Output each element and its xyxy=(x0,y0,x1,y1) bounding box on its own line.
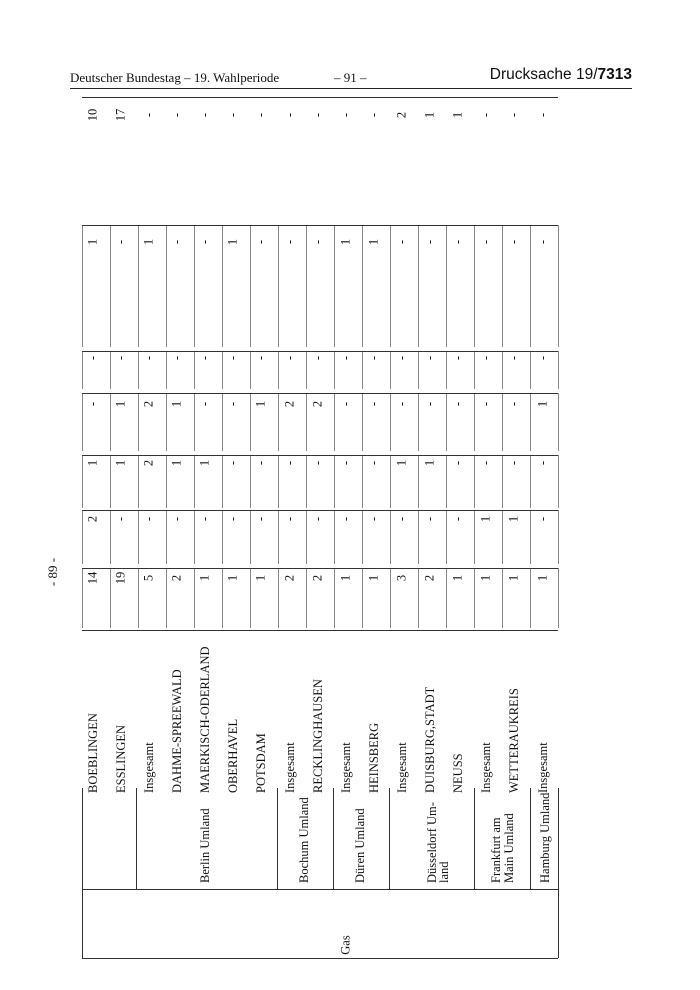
value-column-tick xyxy=(138,568,139,628)
cell-value-text: 1 xyxy=(506,574,521,582)
value-column-tick xyxy=(390,455,391,508)
value-column-tick xyxy=(418,393,419,451)
cell-value-text: 1 xyxy=(253,400,268,408)
value-column-tick xyxy=(138,510,139,564)
energy-type-label-text: Gas xyxy=(338,935,353,955)
region-label-berlin-text: Berlin Umland xyxy=(197,808,212,883)
value-column-tick xyxy=(82,351,83,389)
cell-value-text: 19 xyxy=(113,571,128,585)
value-column-tick xyxy=(250,225,251,347)
value-column-tick xyxy=(558,568,559,628)
cell-value-text: - xyxy=(366,460,381,466)
value-column-tick xyxy=(474,393,475,451)
value-column-tick xyxy=(166,351,167,389)
cell-value-text: - xyxy=(422,401,437,407)
value-column-tick xyxy=(222,568,223,628)
value-column-tick xyxy=(334,510,335,564)
cell-value-text: 1 xyxy=(478,574,493,582)
value-column-tick xyxy=(222,393,223,451)
cell-value-text: - xyxy=(535,460,550,466)
value-column-tick xyxy=(390,393,391,451)
cell-value-text: - xyxy=(225,460,240,466)
value-column-tick xyxy=(362,455,363,508)
row-label-text: ESSLINGEN xyxy=(113,724,128,793)
value-column-tick xyxy=(558,393,559,451)
value-column-tick xyxy=(558,455,559,508)
row-label-text: Insgesamt xyxy=(478,742,493,793)
value-column-tick xyxy=(530,568,531,628)
cell-value-text: 1 xyxy=(169,459,184,467)
value-column-tick xyxy=(194,510,195,564)
value-column-tick xyxy=(222,510,223,564)
value-column-tick xyxy=(362,568,363,628)
value-column-tick xyxy=(530,351,531,389)
cell-value-text: 1 xyxy=(422,459,437,467)
page-marker-text: - 89 - xyxy=(45,557,60,587)
cell-value-text: - xyxy=(197,401,212,407)
cell-value-text: 1 xyxy=(197,574,212,582)
region-label-bochum-text: Bochum Umland xyxy=(296,797,311,883)
value-column-tick xyxy=(306,393,307,451)
cell-value-text: 2 xyxy=(141,459,156,467)
cell-value-text: - xyxy=(366,401,381,407)
cell-value-text: - xyxy=(197,516,212,522)
region-label-dueren-text: Düren Umland xyxy=(352,808,367,883)
region-divider xyxy=(136,788,137,889)
cell-value-text: 3 xyxy=(394,574,409,582)
value-column-tick xyxy=(138,455,139,508)
row-label-text: Insgesamt xyxy=(535,742,550,793)
value-column-tick xyxy=(418,568,419,628)
value-column-tick xyxy=(334,455,335,508)
value-column-tick xyxy=(278,225,279,347)
cell-value-text: - xyxy=(85,401,100,407)
value-column-tick xyxy=(446,510,447,564)
value-column-tick xyxy=(390,351,391,389)
value-column-tick xyxy=(222,351,223,389)
cell-value-text: - xyxy=(253,460,268,466)
cell-value-text: - xyxy=(394,355,409,361)
value-column-tick xyxy=(474,510,475,564)
cell-value-text: 2 xyxy=(141,400,156,408)
cell-value-text: 1 xyxy=(113,400,128,408)
region-divider xyxy=(333,788,334,889)
value-column-tick xyxy=(110,393,111,451)
value-column-tick xyxy=(194,455,195,508)
value-column-tick xyxy=(250,351,251,389)
value-column-tick xyxy=(530,455,531,508)
value-column-tick xyxy=(418,351,419,389)
region-label-duesseldorf-text: Düsseldorf Um- xyxy=(424,802,439,883)
value-column-tick xyxy=(390,510,391,564)
cell-value-text: - xyxy=(113,355,128,361)
value-column-tick xyxy=(446,568,447,628)
row-label-text: DAHME-SPREEWALD xyxy=(169,669,184,793)
value-column-tick xyxy=(558,225,559,347)
cell-value-text: - xyxy=(282,516,297,522)
value-column-tick xyxy=(306,351,307,389)
cell-value-text: - xyxy=(141,112,156,118)
value-column-tick xyxy=(166,455,167,508)
cell-value-text: - xyxy=(535,239,550,245)
cell-value-text: - xyxy=(478,239,493,245)
value-column-tick xyxy=(306,225,307,347)
value-column-tick xyxy=(138,351,139,389)
cell-value-text: 2 xyxy=(394,111,409,119)
value-column-tick xyxy=(446,225,447,347)
cell-value-text: - xyxy=(338,460,353,466)
cell-value-text: 17 xyxy=(113,108,128,122)
row-label-text: OBERHAVEL xyxy=(225,718,240,793)
region-column-rule xyxy=(82,889,558,890)
cell-value-text: 2 xyxy=(422,574,437,582)
row-label-text: Insgesamt xyxy=(141,742,156,793)
value-column-tick xyxy=(110,568,111,628)
cell-value-text: - xyxy=(422,239,437,245)
value-column-tick xyxy=(446,393,447,451)
cell-value-text: 2 xyxy=(310,574,325,582)
cell-value-text: 1 xyxy=(366,238,381,246)
cell-value-text: - xyxy=(338,112,353,118)
table-left-rule xyxy=(82,958,558,959)
cell-value-text: 1 xyxy=(253,574,268,582)
cell-value-text: - xyxy=(225,112,240,118)
cell-value-text: 10 xyxy=(85,108,100,122)
value-column-tick xyxy=(278,455,279,508)
value-column-tick xyxy=(250,455,251,508)
cell-value-text: - xyxy=(535,355,550,361)
cell-value-text: - xyxy=(506,112,521,118)
value-column-tick xyxy=(530,393,531,451)
cell-value-text: - xyxy=(253,516,268,522)
value-column-tick xyxy=(362,393,363,451)
cell-value-text: 1 xyxy=(366,574,381,582)
cell-value-text: - xyxy=(197,239,212,245)
value-column-tick xyxy=(446,351,447,389)
value-column-tick xyxy=(138,393,139,451)
document-number-prefix: 19/ xyxy=(575,66,598,83)
document-type: Drucksache xyxy=(489,66,572,83)
cell-value-text: - xyxy=(197,112,212,118)
value-column-tick xyxy=(334,225,335,347)
page-marker xyxy=(38,552,68,592)
cell-value-text: 1 xyxy=(535,574,550,582)
cell-value-text: 1 xyxy=(394,459,409,467)
row-label-text: DUISBURG,STADT xyxy=(422,686,437,793)
cell-value-text: 1 xyxy=(422,111,437,119)
cell-value-text: - xyxy=(535,516,550,522)
value-column-rule xyxy=(82,568,558,569)
cell-value-text: 1 xyxy=(450,574,465,582)
value-column-tick xyxy=(418,225,419,347)
value-column-tick xyxy=(502,510,503,564)
value-column-tick xyxy=(334,393,335,451)
value-column-tick xyxy=(306,568,307,628)
cell-value-text: 1 xyxy=(225,574,240,582)
value-column-tick xyxy=(110,351,111,389)
value-column-tick xyxy=(110,225,111,347)
cell-value-text: - xyxy=(169,112,184,118)
value-column-tick xyxy=(278,510,279,564)
region-label-hamburg-text: Hamburg Umland xyxy=(537,792,552,883)
value-column-rule xyxy=(82,97,558,98)
cell-value-text: - xyxy=(506,239,521,245)
value-column-tick xyxy=(362,510,363,564)
region-divider xyxy=(389,788,390,889)
value-column-tick xyxy=(306,455,307,508)
cell-value-text: - xyxy=(478,355,493,361)
cell-value-text: 14 xyxy=(85,571,100,585)
value-column-tick xyxy=(82,510,83,564)
value-column-tick xyxy=(278,351,279,389)
cell-value-text: 1 xyxy=(338,238,353,246)
region-label-frankfurt-line2-text: Main Umland xyxy=(501,813,516,883)
value-column-tick xyxy=(222,225,223,347)
value-column-tick xyxy=(306,510,307,564)
cell-value-text: 2 xyxy=(85,515,100,523)
cell-value-text: - xyxy=(197,355,212,361)
region-label-frankfurt-text: Frankfurt am xyxy=(488,817,503,883)
value-column-tick xyxy=(250,393,251,451)
value-column-tick xyxy=(166,510,167,564)
cell-value-text: 1 xyxy=(141,238,156,246)
cell-value-text: - xyxy=(450,460,465,466)
cell-value-text: 1 xyxy=(338,574,353,582)
cell-value-text: - xyxy=(450,401,465,407)
row-label-text: WETTERAUKREIS xyxy=(506,688,521,793)
cell-value-text: - xyxy=(310,239,325,245)
cell-value-text: 1 xyxy=(197,459,212,467)
cell-value-text: 1 xyxy=(85,238,100,246)
cell-value-text: - xyxy=(85,355,100,361)
value-column-rule xyxy=(82,351,558,352)
cell-value-text: - xyxy=(366,516,381,522)
cell-value-text: - xyxy=(253,239,268,245)
value-column-tick xyxy=(502,393,503,451)
cell-value-text: - xyxy=(282,460,297,466)
value-column-tick xyxy=(194,351,195,389)
table-edge-left xyxy=(82,788,83,958)
cell-value-text: 1 xyxy=(225,238,240,246)
value-column-tick xyxy=(334,568,335,628)
cell-value-text: 2 xyxy=(310,400,325,408)
value-column-tick xyxy=(166,393,167,451)
header-rule xyxy=(70,88,632,89)
cell-value-text: 1 xyxy=(535,400,550,408)
value-column-tick xyxy=(166,568,167,628)
region-divider xyxy=(474,788,475,889)
cell-value-text: 5 xyxy=(141,574,156,582)
value-column-tick xyxy=(138,225,139,347)
cell-value-text: - xyxy=(282,112,297,118)
value-column-tick xyxy=(474,568,475,628)
cell-value-text: - xyxy=(310,355,325,361)
header-document-number xyxy=(490,67,632,83)
value-column-tick xyxy=(558,510,559,564)
cell-value-text: 2 xyxy=(169,574,184,582)
value-column-tick xyxy=(474,351,475,389)
cell-value-text: 1 xyxy=(169,400,184,408)
value-column-tick xyxy=(334,351,335,389)
row-label-text: HEINSBERG xyxy=(366,722,381,793)
cell-value-text: - xyxy=(338,401,353,407)
value-column-rule xyxy=(82,393,558,394)
value-column-tick xyxy=(110,510,111,564)
value-column-tick xyxy=(530,225,531,347)
value-column-tick xyxy=(558,351,559,389)
header-title: Deutscher Bundestag – 19. Wahlperiode xyxy=(70,70,280,85)
cell-value-text: - xyxy=(366,355,381,361)
row-label-text: RECKLINGHAUSEN xyxy=(310,679,325,793)
value-column-tick xyxy=(166,225,167,347)
value-column-rule xyxy=(82,455,558,456)
value-column-tick xyxy=(82,393,83,451)
cell-value-text: - xyxy=(394,401,409,407)
table-edge-right xyxy=(558,788,559,958)
value-column-tick xyxy=(278,568,279,628)
value-column-tick xyxy=(502,225,503,347)
cell-value-text: - xyxy=(253,355,268,361)
cell-value-text: 2 xyxy=(282,400,297,408)
value-column-tick xyxy=(82,568,83,628)
cell-value-text: 1 xyxy=(506,515,521,523)
value-column-tick xyxy=(110,455,111,508)
cell-value-text: - xyxy=(113,516,128,522)
value-column-tick xyxy=(250,568,251,628)
header-page-number: – 91 – xyxy=(334,70,367,85)
cell-value-text: - xyxy=(169,516,184,522)
region-divider xyxy=(277,788,278,889)
cell-value-text: - xyxy=(478,401,493,407)
row-label-text: NEUSS xyxy=(450,753,465,793)
cell-value-text: - xyxy=(450,516,465,522)
cell-value-text: - xyxy=(478,460,493,466)
value-column-tick xyxy=(194,568,195,628)
value-column-tick xyxy=(502,351,503,389)
region-divider xyxy=(530,788,531,889)
cell-value-text: - xyxy=(141,355,156,361)
value-column-tick xyxy=(418,455,419,508)
cell-value-text: 1 xyxy=(113,459,128,467)
cell-value-text: - xyxy=(113,239,128,245)
row-label-text: MAERKISCH-ODERLAND xyxy=(197,646,212,793)
value-column-rule xyxy=(82,510,558,511)
cell-value-text: - xyxy=(141,516,156,522)
cell-value-text: - xyxy=(310,460,325,466)
cell-value-text: - xyxy=(506,355,521,361)
cell-value-text: 2 xyxy=(282,574,297,582)
row-label-text: Insgesamt xyxy=(394,742,409,793)
label-area-top-rule xyxy=(82,630,558,631)
value-column-tick xyxy=(278,393,279,451)
value-column-tick xyxy=(390,568,391,628)
cell-value-text: - xyxy=(506,401,521,407)
value-column-tick xyxy=(194,225,195,347)
cell-value-text: 1 xyxy=(85,459,100,467)
cell-value-text: - xyxy=(169,355,184,361)
cell-value-text: - xyxy=(535,112,550,118)
value-column-tick xyxy=(194,393,195,451)
cell-value-text: - xyxy=(422,516,437,522)
value-column-tick xyxy=(82,225,83,347)
cell-value-text: - xyxy=(310,516,325,522)
cell-value-text: - xyxy=(478,112,493,118)
value-column-tick xyxy=(222,455,223,508)
cell-value-text: - xyxy=(394,239,409,245)
cell-value-text: - xyxy=(366,112,381,118)
value-column-tick xyxy=(418,510,419,564)
value-column-tick xyxy=(474,225,475,347)
cell-value-text: - xyxy=(450,355,465,361)
value-column-tick xyxy=(474,455,475,508)
row-label-text: Insgesamt xyxy=(338,742,353,793)
region-label-duesseldorf-line2-text: land xyxy=(436,861,451,883)
cell-value-text: - xyxy=(253,112,268,118)
value-column-tick xyxy=(250,510,251,564)
value-column-tick xyxy=(362,351,363,389)
row-label-text: BOEBLINGEN xyxy=(85,713,100,793)
value-column-rule xyxy=(82,225,558,226)
value-column-tick xyxy=(502,455,503,508)
row-label-text: Insgesamt xyxy=(282,742,297,793)
value-column-tick xyxy=(82,455,83,508)
cell-value-text: - xyxy=(282,239,297,245)
cell-value-text: - xyxy=(225,516,240,522)
cell-value-text: 1 xyxy=(450,111,465,119)
value-column-tick xyxy=(530,510,531,564)
row-label-text: POTSDAM xyxy=(253,733,268,793)
cell-value-text: - xyxy=(310,112,325,118)
document-number: 7313 xyxy=(597,66,632,83)
value-column-tick xyxy=(446,455,447,508)
cell-value-text: - xyxy=(282,355,297,361)
cell-value-text: - xyxy=(394,516,409,522)
cell-value-text: - xyxy=(225,401,240,407)
value-column-tick xyxy=(362,225,363,347)
cell-value-text: - xyxy=(422,355,437,361)
cell-value-text: - xyxy=(338,516,353,522)
cell-value-text: - xyxy=(169,239,184,245)
cell-value-text: - xyxy=(450,239,465,245)
cell-value-text: - xyxy=(225,355,240,361)
value-column-tick xyxy=(502,568,503,628)
cell-value-text: 1 xyxy=(478,515,493,523)
cell-value-text: - xyxy=(506,460,521,466)
value-column-tick xyxy=(390,225,391,347)
cell-value-text: - xyxy=(338,355,353,361)
